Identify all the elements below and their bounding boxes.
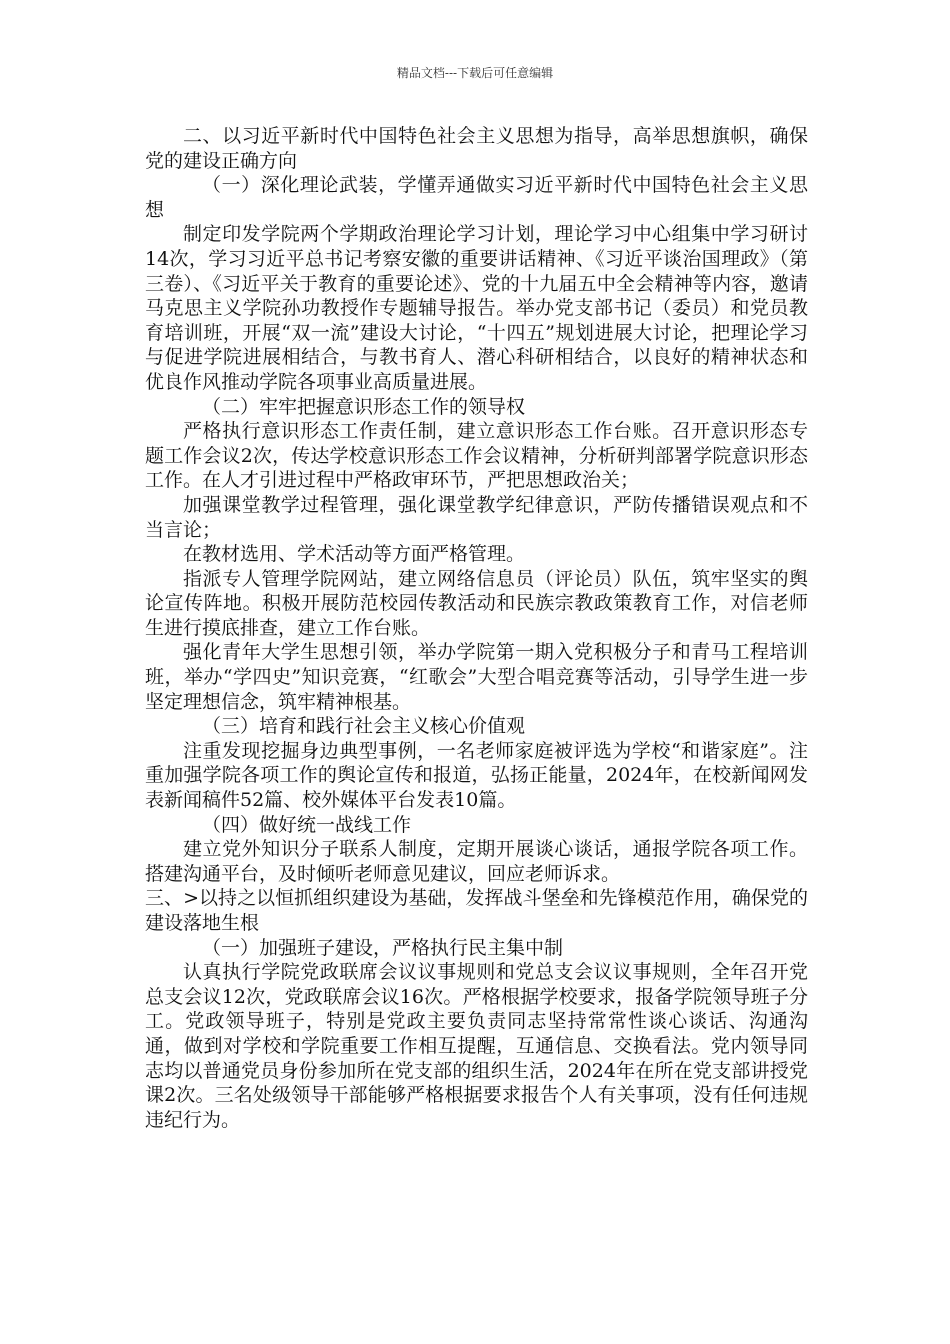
body-paragraph: 制定印发学院两个学期政治理论学习计划，理论学习中心组集中学习研讨14次，学习习近平总书记考察安徽的重要讲话精神、《习近平谈治国理政》（第三卷）、《习近平关于教育的重要论述》、党的十九届五中全会精神等内容，邀请马克思主义学院孙功教授作专题辅导报告。举办党支部书记（委员）和党员教育培训班，开展“双一流”建设大讨论，“十四五”规划进展大讨论，把理论学习与促进学院进展相结合，与教书育人、潜心科研相结合，以良好的精神状态和优良作风推动学院各项事业高质量进展。 xyxy=(145,223,808,393)
body-paragraph: 严格执行意识形态工作责任制，建立意识形态工作台账。召开意识形态专题工作会议2次，传达学校意识形态工作会议精神，分析研判部署学院意识形态工作。在人才引进过程中严格政审环节，严把思想政治关； xyxy=(145,420,808,492)
body-paragraph: 认真执行学院党政联席会议议事规则和党总支会议议事规则，全年召开党总支会议12次，党政联席会议16次。严格根据学校要求，报备学院领导班子分工。党政领导班子，特别是党政主要负责同志坚持常常性谈心谈话、沟通沟通，做到对学校和学院重要工作相互提醒，互通信息、交换看法。党内领导同志均以普通党员身份参加所在党支部的组织生活，2024年在所在党支部讲授党课2次。三名处级领导干部能够严格根据要求报告个人有关事项，没有任何违规违纪行为。 xyxy=(145,961,808,1131)
subsection-heading: （三）培育和践行社会主义核心价值观 xyxy=(202,715,526,738)
body-paragraph: 注重发现挖掘身边典型事例，一名老师家庭被评选为学校“和谐家庭”。注重加强学院各项工作的舆论宣传和报道，弘扬正能量，2024年，在校新闻网发表新闻稿件52篇、校外媒体平台发表10篇。 xyxy=(145,739,808,812)
page-header: 精品文档---下载后可任意编辑 xyxy=(396,66,554,80)
body-paragraph: 建立党外知识分子联系人制度，定期开展谈心谈话，通报学院各项工作。搭建沟通平台，及时倾听老师意见建议，回应老师诉求。 xyxy=(145,838,808,885)
body-paragraph: 在教材选用、学术活动等方面严格管理。 xyxy=(183,543,526,566)
subsection-heading: （四）做好统一战线工作 xyxy=(202,813,412,836)
body-paragraph: 加强课堂教学过程管理，强化课堂教学纪律意识，严防传播错误观点和不当言论； xyxy=(145,493,808,541)
body-paragraph: 指派专人管理学院网站，建立网络信息员（评论员）队伍，筑牢坚实的舆论宣传阵地。积极开展防范校园传教活动和民族宗教政策教育工作，对信老师生进行摸底排查，建立工作台账。 xyxy=(145,567,808,639)
document-body xyxy=(145,124,808,1132)
subsection-heading: （一）深化理论武装，学懂弄通做实习近平新时代中国特色社会主义思想 xyxy=(145,174,808,221)
subsection-heading: （一）加强班子建设，严格执行民主集中制 xyxy=(202,936,564,959)
section-heading: 三、>以持之以恒抓组织建设为基础，发挥战斗堡垒和先锋模范作用，确保党的建设落地生根 xyxy=(145,887,808,934)
body-paragraph: 强化青年大学生思想引领，举办学院第一期入党积极分子和青马工程培训班，举办“学四史”知识竞赛，“红歌会”大型合唱竞赛等活动，引导学生进一步坚定理想信念，筑牢精神根基。 xyxy=(145,641,808,713)
subsection-heading: （二）牢牢把握意识形态工作的领导权 xyxy=(202,395,526,418)
section-heading: 二、以习近平新时代中国特色社会主义思想为指导，高举思想旗帜，确保党的建设正确方向 xyxy=(145,125,808,172)
